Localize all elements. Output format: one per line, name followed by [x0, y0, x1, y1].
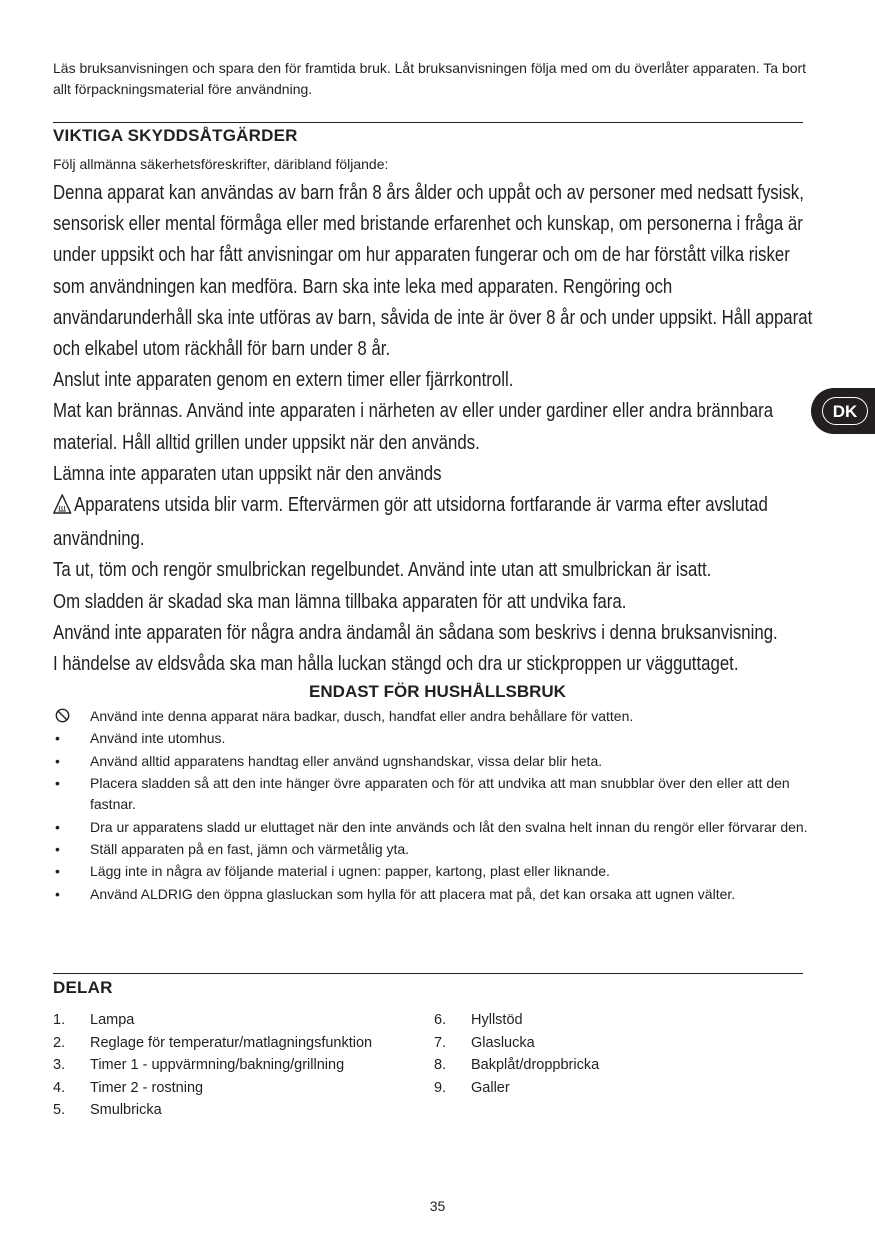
- list-item: • Lägg inte in några av följande material i ugnen: papper, kartong, plast eller liknande.: [55, 863, 610, 880]
- list-item: Använd inte denna apparat nära badkar, dusch, handfat eller andra behållare för vatten.: [53, 706, 813, 727]
- parts-list-right: [434, 1009, 599, 1099]
- warning-intended-use: Använd inte apparaten för några andra ändamål än sådana som beskrivs i denna bruksanvisning.: [53, 621, 778, 644]
- household-heading: ENDAST FÖR HUSHÅLLSBRUK: [309, 682, 566, 701]
- part-item: 2. Reglage för temperatur/matlagningsfunktion: [53, 1034, 373, 1051]
- part-item: 3. Timer 1 - uppvärmning/bakning/grillning: [53, 1057, 345, 1074]
- warning-fire-door: I händelse av eldsvåda ska man hålla luckan stängd och dra ur stickproppen ur vägguttaget.: [53, 653, 739, 676]
- part-item: 9. Galler: [434, 1079, 510, 1096]
- section-divider: [53, 122, 803, 123]
- parts-heading: DELAR: [53, 978, 113, 997]
- parts-list-left: [53, 1009, 372, 1122]
- warning-timer: Anslut inte apparaten genom en extern timer eller fjärrkontroll.: [53, 369, 514, 392]
- household-list: [53, 706, 813, 906]
- list-item: • Använd ALDRIG den öppna glasluckan som hylla för att placera mat på, det kan orsaka att ugnen välter.: [55, 885, 736, 902]
- language-badge: DK: [822, 397, 868, 425]
- part-item: 6. Hyllstöd: [434, 1012, 523, 1028]
- part-item: 1. Lampa: [53, 1012, 135, 1028]
- safety-subheading: Följ allmänna säkerhetsföreskrifter, däribland följande:: [53, 156, 389, 172]
- warning-unattended: Lämna inte apparaten utan uppsikt när den används: [53, 462, 442, 485]
- list-item: • Dra ur apparatens sladd ur eluttaget när den inte används och låt den svalna helt innan du rengör eller förvarar den.: [55, 818, 808, 835]
- part-item: 8. Bakplåt/droppbricka: [434, 1057, 600, 1074]
- part-item: 4. Timer 2 - rostning: [53, 1079, 204, 1096]
- warning-hot-surface-text: Apparatens utsida blir varm. Eftervärmen gör att utsidorna fortfarande är varma efter avslutad användning.: [53, 494, 768, 551]
- safety-warnings: [53, 178, 813, 680]
- page-number: 35: [429, 1198, 446, 1214]
- warning-hot-surface: [53, 490, 813, 555]
- section-divider: [53, 973, 803, 974]
- list-item: • Placera sladden så att den inte hänger övre apparaten och för att undvika att man snubblar över den eller att den fastnar.: [55, 775, 790, 813]
- part-item: 5. Smulbricka: [53, 1102, 162, 1119]
- warning-cord: Om sladden är skadad ska man lämna tillbaka apparaten för att undvika fara.: [53, 590, 627, 613]
- warning-fire: Mat kan brännas. Använd inte apparaten i närheten av eller under gardiner eller andra brännbara material. Håll alltid grillen under uppsikt när den används.: [53, 400, 774, 454]
- part-item: 7. Glaslucka: [434, 1034, 535, 1051]
- warning-children: Denna apparat kan användas av barn från 8 års ålder och uppåt och av personer med nedsatt fysisk, sensorisk eller mental förmåga eller med bristande erfarenhet och kunskap, om personerna i fråga är under uppsikt och har fått anvisningar om hur apparaten fungerar och om de har förstått vilka risker som användningen kan medföra. Barn ska inte leka med apparaten. Rengöring och användarunderhåll ska inte utföras av barn, såvida de inte är över 8 år och under uppsikt. Håll apparat och elkabel utom räckhåll för barn under 8 år.: [53, 182, 813, 361]
- hot-surface-warning-icon: [53, 493, 71, 524]
- warning-crumb-tray: Ta ut, töm och rengör smulbrickan regelbundet. Använd inte utan att smulbrickan är isatt.: [53, 559, 712, 582]
- intro-text: Läs bruksanvisningen och spara den för framtida bruk. Låt bruksanvisningen följa med om du överlåter apparaten. Ta bort allt förpackningsmaterial före användning.: [53, 60, 807, 97]
- list-item: • Använd inte utomhus.: [55, 730, 226, 747]
- list-item: • Använd alltid apparatens handtag eller använd ugnshandskar, vissa delar blir heta.: [55, 752, 603, 769]
- no-water-icon: [55, 706, 70, 727]
- safety-heading: VIKTIGA SKYDDSÅTGÄRDER: [53, 126, 298, 145]
- list-item: • Ställ apparaten på en fast, jämn och värmetålig yta.: [55, 840, 410, 857]
